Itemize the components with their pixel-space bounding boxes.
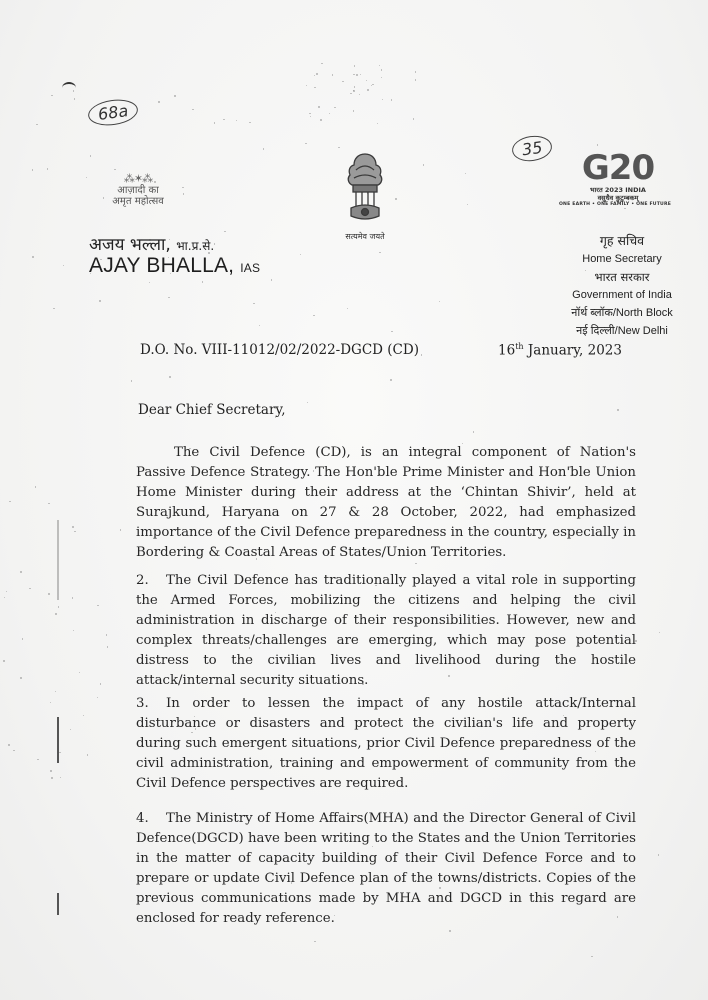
scan-speck <box>149 282 150 283</box>
paragraph-text: The Civil Defence has traditionally played a vital role in supporting the Armed Forces, mobilizing the citizens and helping the civil administration in discharge of their responsibilities. However, new and complex threats/challenges are emerging, which may pose potential distress to the civilian lives and livelihood during the hostile attack/internal security situations. <box>136 573 636 688</box>
scan-speck <box>305 143 306 144</box>
scan-speck <box>97 697 98 698</box>
scan-speck <box>50 702 51 703</box>
paragraph-text: In order to lessen the impact of any hostile attack/Internal disturbance or disasters and protect the civilian's life and property during such emergent situations, prior Civil Defence preparedness of the civil administration, training and empowerment of community from the Civil Defence perspectives are required. <box>136 696 636 791</box>
scan-speck <box>318 106 319 107</box>
designation-hindi: गृह सचिव <box>599 233 645 248</box>
scan-speck <box>224 231 225 232</box>
scan-speck <box>51 95 52 96</box>
scan-speck <box>377 123 378 124</box>
scan-speck <box>423 164 424 165</box>
scan-speck <box>63 265 64 266</box>
scan-speck <box>6 591 7 592</box>
g20-line-2: वसुधैव कुटुम्बकम् <box>597 194 639 202</box>
scan-speck <box>379 252 380 253</box>
scan-speck <box>114 169 115 170</box>
scan-speck <box>20 677 21 678</box>
paragraph-4 <box>136 809 636 929</box>
office-address-block <box>548 232 696 340</box>
scan-speck <box>131 380 132 381</box>
scan-speck <box>354 86 355 87</box>
scan-speck <box>169 376 170 377</box>
service-english: IAS <box>240 261 261 275</box>
scan-speck <box>334 107 335 108</box>
scan-speck <box>70 729 71 730</box>
scan-speck <box>48 503 49 504</box>
scan-speck <box>120 529 121 530</box>
margin-mark <box>57 717 59 763</box>
scan-speck <box>624 208 625 209</box>
scan-speck <box>415 563 416 564</box>
scan-speck <box>59 752 60 753</box>
scan-speck <box>465 173 466 174</box>
scan-speck <box>353 74 354 75</box>
scan-speck <box>37 759 38 760</box>
scan-speck <box>342 81 343 82</box>
scan-speck <box>300 254 301 255</box>
scan-speck <box>58 606 59 607</box>
scan-speck <box>359 94 360 95</box>
scan-speck <box>617 409 618 410</box>
scan-speck <box>253 303 254 304</box>
paragraph-number: 2. <box>136 573 149 588</box>
scan-speck <box>658 854 659 855</box>
scan-speck <box>329 113 330 114</box>
handwritten-mark <box>62 82 76 94</box>
scan-speck <box>415 71 416 72</box>
g20-mark <box>558 150 678 186</box>
paragraph-1 <box>136 443 636 563</box>
scan-speck <box>32 169 33 170</box>
scan-speck <box>22 638 23 639</box>
scan-speck <box>353 110 354 111</box>
scan-speck <box>202 281 203 282</box>
scan-speck <box>467 204 468 205</box>
scan-speck <box>259 325 260 326</box>
scan-speck <box>659 632 660 633</box>
scan-speck <box>347 308 348 309</box>
scan-speck <box>382 99 383 100</box>
government-english: Government of India <box>572 289 672 301</box>
scan-speck <box>381 69 382 70</box>
service-hindi: भा.प्र.से. <box>176 239 215 253</box>
scan-speck <box>390 379 391 380</box>
scan-speck <box>158 101 159 102</box>
date-suffix: th <box>515 342 524 351</box>
scan-speck <box>107 646 108 647</box>
logo-line-2: अमृत महोत्सव <box>112 196 164 207</box>
scan-speck <box>449 930 450 931</box>
scan-speck <box>415 79 416 80</box>
scan-speck <box>55 613 56 614</box>
scan-speck <box>360 74 361 75</box>
scan-speck <box>354 65 355 66</box>
scan-speck <box>367 89 368 90</box>
scan-speck <box>4 597 5 598</box>
scan-speck <box>316 73 317 74</box>
scan-speck <box>60 777 61 778</box>
reference-number: D.O. No. VIII-11012/02/2022-DGCD (CD) <box>140 342 419 358</box>
scan-speck <box>314 87 315 88</box>
scan-speck <box>79 672 80 673</box>
scan-speck <box>413 118 414 119</box>
state-emblem <box>333 150 397 242</box>
paragraph-text: The Civil Defence (CD), is an integral component of Nation's Passive Defence Strategy. The Hon'ble Prime Minister and Hon'ble Union Home Minister during their address at the ‘Chintan Shivir’, held at Surajkund, Haryana on 27 & 28 October, 2022, had emphasized importance of the Civil Defence preparedness in the country, especially in Bordering & Coastal Areas of States/Union Territories. <box>136 445 636 560</box>
scan-speck <box>473 431 474 432</box>
scan-speck <box>3 660 4 661</box>
scan-speck <box>35 486 36 487</box>
scan-speck <box>183 193 184 194</box>
g20-motto: ONE EARTH • ONE FAMILY • ONE FUTURE <box>558 202 672 207</box>
scan-speck <box>353 90 354 91</box>
g20-logo-text: G20 <box>581 148 655 188</box>
scan-speck <box>223 119 224 120</box>
scan-speck <box>48 593 49 594</box>
government-hindi: भारत सरकार <box>594 270 650 284</box>
paragraph-number: 4. <box>136 811 149 826</box>
state-emblem-icon <box>342 150 388 230</box>
scan-speck <box>86 177 87 178</box>
margin-mark <box>57 520 59 600</box>
scan-speck <box>47 168 48 169</box>
scan-speck <box>356 74 357 75</box>
scan-speck <box>313 315 314 316</box>
firework-icon: ⁂✶⁂ <box>123 172 153 185</box>
scan-speck <box>53 308 54 309</box>
scan-speck <box>391 331 392 332</box>
scan-speck <box>20 571 21 572</box>
paragraph-text: The Ministry of Home Affairs(MHA) and the Director General of Civil Defence(DGCD) have been writing to the States and the Union Territories in the matter of capacity building of their Civil Defence Force and to prepare or update Civil Defence plan of the towns/districts. Copies of the previous communications made by MHA and DGCD in this regard are enclosed for ready reference. <box>136 811 636 926</box>
scan-speck <box>74 98 75 99</box>
g20-line-1: भारत 2023 INDIA <box>590 186 646 194</box>
scan-speck <box>310 116 311 117</box>
date-day: 16 <box>498 342 516 359</box>
scan-speck <box>338 147 339 148</box>
scan-speck <box>591 956 592 957</box>
scan-speck <box>271 279 272 280</box>
scan-speck <box>87 754 88 755</box>
scan-speck <box>307 402 308 403</box>
scan-speck <box>439 301 440 302</box>
scan-speck <box>29 588 30 589</box>
scan-speck <box>372 84 373 85</box>
scan-speck <box>381 77 382 78</box>
scan-speck <box>391 99 392 100</box>
designation-english: Home Secretary <box>582 253 662 265</box>
scan-speck <box>168 297 169 298</box>
scan-speck <box>421 354 422 355</box>
azadi-amrit-mahotsav-logo <box>98 172 178 207</box>
scan-speck <box>97 605 98 606</box>
letter-date <box>498 342 622 359</box>
handwritten-page-number: 68a <box>87 97 140 129</box>
name-english: AJAY BHALLA, <box>89 254 235 277</box>
scan-speck <box>55 691 56 692</box>
scan-speck <box>249 122 250 123</box>
scan-speck <box>13 750 14 751</box>
scan-speck <box>263 148 264 149</box>
scan-speck <box>83 715 84 716</box>
scan-speck <box>182 187 183 188</box>
scan-speck <box>332 74 333 75</box>
scan-speck <box>51 777 52 778</box>
office-city: नई दिल्ली/New Delhi <box>576 325 668 337</box>
scan-speck <box>73 630 74 631</box>
emblem-motto: सत्यमेव जयते <box>345 232 385 241</box>
handwritten-folio-number: 35 <box>510 133 553 163</box>
date-month-year: January, 2023 <box>523 342 622 359</box>
scan-speck <box>32 256 33 257</box>
scan-speck <box>36 124 37 125</box>
scan-speck <box>9 501 10 502</box>
scan-speck <box>174 95 175 96</box>
scan-speck <box>100 683 101 684</box>
scan-speck <box>90 155 91 156</box>
name-hindi: अजय भल्ला, <box>89 235 171 255</box>
sender-name-hindi <box>89 232 214 255</box>
scan-speck <box>192 109 193 110</box>
paragraph-number: 3. <box>136 696 149 711</box>
office-block: नॉर्थ ब्लॉक/North Block <box>571 307 673 319</box>
paragraph-3 <box>136 694 636 794</box>
margin-mark <box>57 893 59 915</box>
scan-speck <box>379 65 380 66</box>
scan-speck <box>597 144 598 145</box>
scan-speck <box>106 634 107 635</box>
scan-speck <box>214 122 215 123</box>
scan-speck <box>236 120 237 121</box>
scan-speck <box>309 113 310 114</box>
scan-speck <box>314 75 315 76</box>
scan-speck <box>320 119 321 120</box>
scan-speck <box>99 300 100 301</box>
scan-speck <box>8 744 9 745</box>
scan-speck <box>72 597 73 598</box>
g20-logo <box>558 150 678 207</box>
scan-speck <box>314 941 315 942</box>
scan-speck <box>350 93 351 94</box>
scan-speck <box>366 80 367 81</box>
scan-speck <box>72 526 73 527</box>
scan-speck <box>74 531 75 532</box>
salutation: Dear Chief Secretary, <box>138 402 286 418</box>
scan-speck <box>50 770 51 771</box>
logo-line-1: आज़ादी का <box>117 185 159 196</box>
sender-name-english <box>89 254 260 278</box>
scan-speck <box>306 85 307 86</box>
paragraph-2 <box>136 571 636 691</box>
scan-speck <box>321 63 322 64</box>
